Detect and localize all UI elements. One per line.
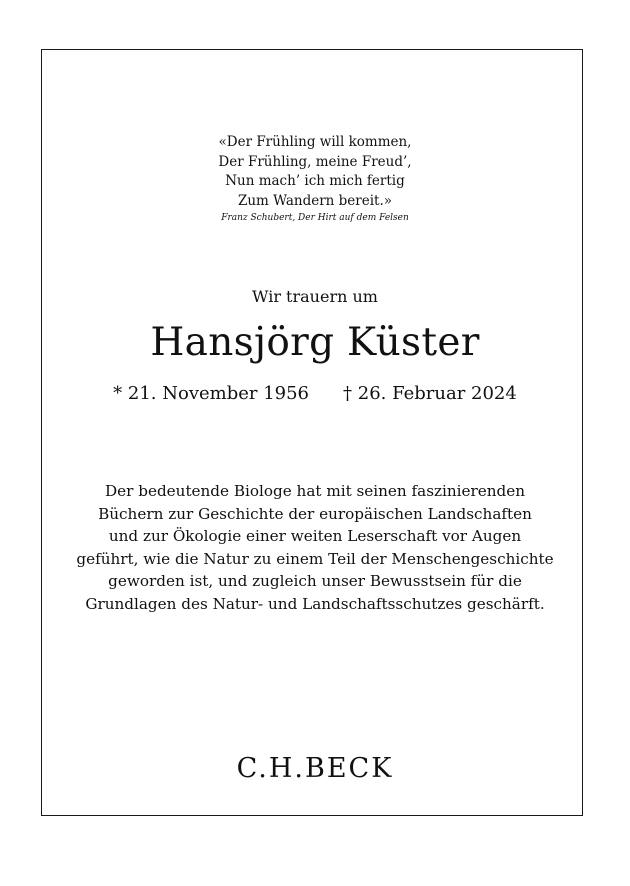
quote-line: Der Frühling, meine Freud’, (218, 153, 412, 170)
tribute-line: Büchern zur Geschichte der europäischen Landschaften (98, 504, 532, 523)
birth-date: * 21. November 1956 (113, 383, 310, 404)
mourning-intro: Wir trauern um (252, 287, 378, 306)
deceased-name: Hansjörg Küster (150, 320, 480, 365)
tribute-line: geführt, wie die Natur zu einem Teil der Menschengeschichte (76, 549, 554, 568)
quote-line: Nun mach’ ich mich fertig (225, 173, 405, 189)
publisher-logo: C.H.BECK (236, 753, 394, 784)
tribute-line: Grundlagen des Natur- und Landschaftsschutzes geschärft. (85, 594, 545, 613)
tribute-line: geworden ist, und zugleich unser Bewusstsein für die (108, 572, 522, 590)
quote-source: Franz Schubert, Der Hirt auf dem Felsen (221, 213, 409, 223)
tribute-line: und zur Ökologie einer weiten Leserschaft vor Augen (108, 527, 522, 545)
death-date: † 26. Februar 2024 (343, 383, 517, 404)
epigraph-quote (0, 133, 630, 224)
quote-line: «Der Frühling will kommen, (218, 134, 412, 150)
quote-line: Zum Wandern bereit.» (237, 192, 393, 209)
tribute-text (60, 480, 570, 615)
life-dates (0, 382, 630, 406)
tribute-line: Der bedeutende Biologe hat mit seinen faszinierenden (104, 482, 525, 500)
